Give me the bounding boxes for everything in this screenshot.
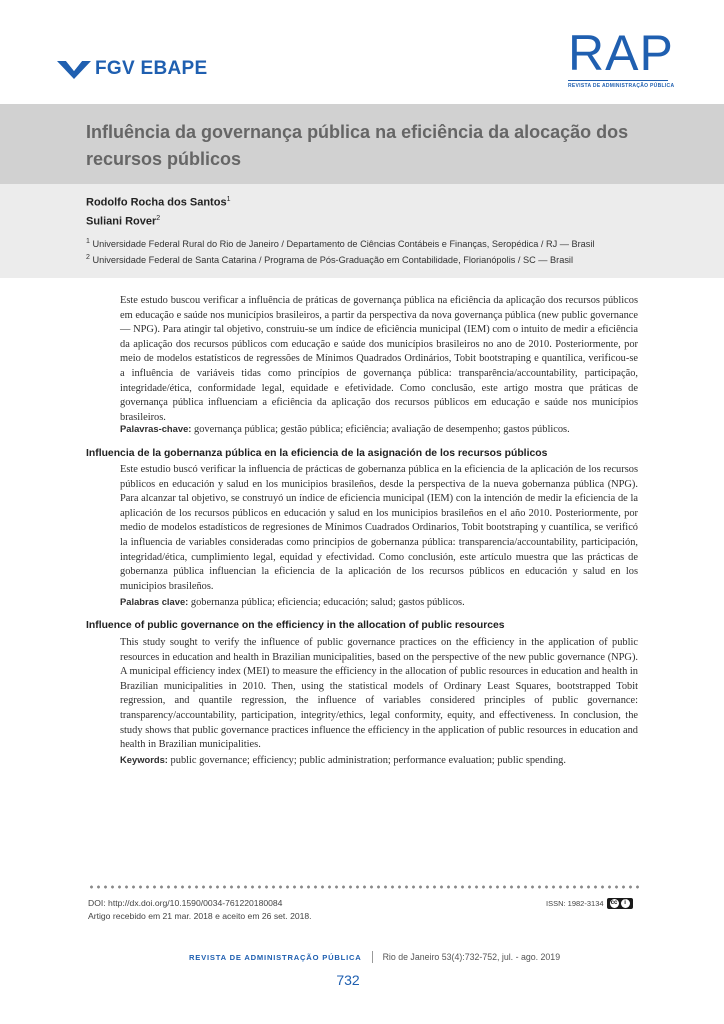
footer-journal-name: REVISTA DE ADMINISTRAÇÃO PÚBLICA: [189, 952, 362, 962]
rap-logo-word: RAP: [568, 25, 674, 81]
article-title: [86, 119, 646, 173]
affiliation-1-mark: 1: [86, 238, 90, 245]
keywords-pt: [120, 422, 638, 437]
abstract-es-heading: Influencia de la gobernanza pública en la eficiencia de la asignación de los recursos públicos: [86, 448, 548, 459]
footer-volume-info: Rio de Janeiro 53(4):732-752, jul. - ago. 2019: [382, 952, 561, 962]
abstract-pt: Este estudo buscou verificar a influência de práticas de governança pública na eficiência da aplicação dos recursos públicos em educação e saúde nos municípios brasileiros, a partir da perspectiva da nova governança pública (new public governance — NPG). Para atingir tal objetivo, construiu-se um índice de eficiência municipal (IEM) com o intuito de medir a eficiência da aplicação dos recursos públicos com educação e saúde dos municípios brasileiros no ano de 2010. Posteriormente, por meio de modelos estatísticos de regressões de Mínimos Quadrados Ordinários, Tobit bootstraping e quantílica, verificou-se a influência de variáveis tidas como princípios de governança pública: transparência/accountability, participação, integridade/ética, conformidade legal, equidade e efetividade. Como conclusão, este artigo mostra que práticas de governança pública influenciam a eficiência da aplicação dos recursos públicos em educação e saúde nos municípios brasileiros.: [120, 295, 638, 423]
fgv-ebape-logo: [57, 58, 208, 80]
abstract-en-heading: Influence of public governance on the efficiency in the allocation of public resources: [86, 620, 505, 631]
article-title-line2: recursos públicos: [86, 149, 242, 169]
cc-icon: cc: [610, 900, 618, 906]
rap-journal-logo: [568, 25, 675, 89]
fgv-chevron-icon: [57, 59, 91, 79]
issn-block: [546, 898, 633, 909]
author-name: [86, 215, 160, 228]
keywords-es-label: Palabras clave:: [120, 596, 189, 607]
running-footer: [189, 951, 560, 963]
creative-commons-badge[interactable]: [607, 898, 633, 909]
author-1-mark: 1: [226, 196, 231, 203]
author-band: [0, 184, 724, 278]
footer-divider: [372, 951, 373, 963]
affiliation-2-text: Universidade Federal de Santa Catarina / Programa de Pós-Graduação em Contabilidade, Florianópolis / SC — Brasil: [92, 255, 574, 266]
affiliation: [86, 238, 594, 249]
abstract-en: This study sought to verify the influence of public governance practices on the efficiency in the application of public resources in education and health in Brazilian municipalities, based on the perspective of the new public governance (NPG). A municipal efficiency index (MEI) to measure the efficiency in the allocation of public resources in education and health in Brazilian municipalities in 2010. Then, using the statistical models of Ordinary Least Squares, bootstrapped Tobit regression, and quantile regression, the influence of variables considered principles of public governance: transparency/accountability, participation, integrity/ethics, legal conformity, equity, and effectiveness. In conclusion, the study shows that public governance practices influence the efficiency in the application of public resources in education and health in Brazilian municipalities.: [120, 637, 638, 751]
keywords-en-values: public governance; efficiency; public administration; performance evaluation; public spending.: [170, 755, 566, 766]
keywords-es-values: gobernanza pública; eficiencia; educación; salud; gastos públicos.: [190, 597, 465, 608]
affiliation-1-text: Universidade Federal Rural do Rio de Janeiro / Departamento de Ciências Contábeis e Finanças, Seropédica / RJ — Brasil: [92, 239, 595, 250]
keywords-pt-values: governança pública; gestão pública; eficiência; avaliação de desempenho; gastos públicos.: [194, 424, 570, 435]
doi-link[interactable]: DOI: http://dx.doi.org/10.1590/0034-761220180084: [88, 898, 283, 908]
author-name: [86, 196, 230, 209]
author-1-name: Rodolfo Rocha dos Santos: [86, 196, 227, 209]
abstract-es: Este estudio buscó verificar la influencia de prácticas de gobernanza pública en la eficiencia de la aplicación de los recursos públicos en educación y salud en los municipios brasileños, desde la perspectiva de la nueva gobernanza pública (NPG). Para alcanzar tal objetivo, se construyó un índice de eficiencia municipal (IEM) con la intención de medir la eficiencia de la aplicación de los recursos públicos en educación y salud en los municipios brasileños en el año 2010. Posteriormente, por medio de modelos estadísticos de regresiones de Mínimos Cuadrados Ordinarios, Tobit bootstraping y cuantílica, se verificó la influencia de variables consideradas como principios de gobernanza pública: transparencia/accountability, participación, integridad/ética, cumplimiento legal, equidad y efectividad. Como conclusión, este artículo muestra que las prácticas de gobernanza pública influencian la eficiencia de la aplicación de los recursos públicos en educación y salud en los municipios brasileños.: [120, 464, 638, 592]
author-2-mark: 2: [156, 215, 161, 222]
keywords-en-label: Keywords:: [120, 754, 168, 765]
received-date: Artigo recebido em 21 mar. 2018 e aceito em 26 set. 2018.: [88, 911, 312, 921]
author-2-name: Suliani Rover: [86, 215, 157, 228]
affiliation: [86, 254, 573, 265]
by-icon: i: [621, 899, 630, 908]
rap-logo-subtitle: REVISTA DE ADMINISTRAÇÃO PÚBLICA: [568, 80, 668, 89]
keywords-es: [120, 595, 638, 610]
dotted-divider: [88, 885, 640, 889]
affiliation-2-mark: 2: [86, 254, 90, 261]
brand-text: FGV EBAPE: [95, 58, 208, 79]
article-title-line1: Influência da governança pública na eficiência da alocação dos: [86, 122, 629, 142]
keywords-en: [120, 753, 638, 768]
issn-text: ISSN: 1982-3134: [546, 899, 604, 908]
keywords-pt-label: Palavras-chave:: [120, 423, 192, 434]
title-band: [0, 104, 724, 184]
page-number: 732: [336, 972, 360, 988]
